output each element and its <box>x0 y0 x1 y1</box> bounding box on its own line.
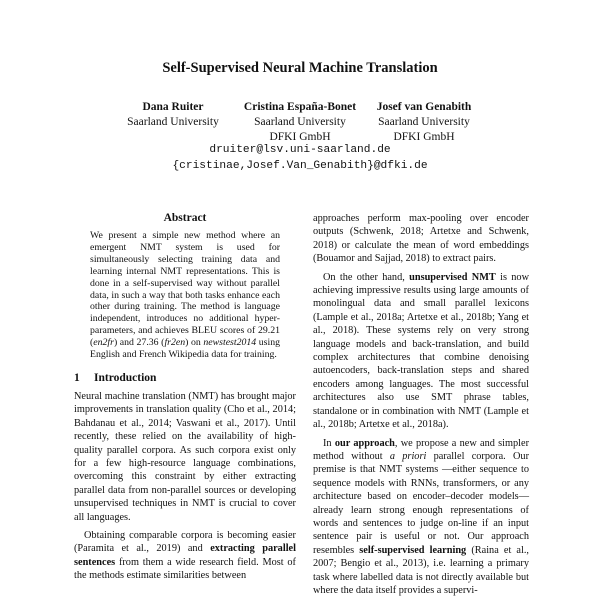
abstract-heading: Abstract <box>163 212 207 224</box>
section-heading-introduction <box>74 372 296 384</box>
section-number: 1 <box>74 371 80 384</box>
section-title: Introduction <box>94 371 157 384</box>
author-2 <box>235 100 365 145</box>
paragraph-emphasis: extracting parallel sentences <box>74 543 296 568</box>
paragraph-part: (Raina et al., 2007; Bengio et al., 2013), i.e. learning a primary task where labelled data is not directly available but where the data itself provides a supervi- <box>313 544 529 596</box>
paragraph-part: On the other hand, <box>323 271 410 283</box>
author-name: Josef van Genabith <box>376 101 472 113</box>
paragraph-part: Obtaining comparable corpora is becoming easier (Paramita et al., 2019) and <box>74 530 296 555</box>
paragraph-emphasis: our approach <box>334 437 395 449</box>
paragraph-emphasis: self-supervised learning <box>359 544 467 556</box>
paper-title: Self-Supervised Neural Machine Translation <box>162 60 438 76</box>
abstract-direction-fr2en: fr2en <box>164 337 186 349</box>
author-name: Dana Ruiter <box>142 101 204 113</box>
abstract-part: ) and 27.36 ( <box>113 337 165 349</box>
author-affiliation-2: DFKI GmbH <box>393 131 455 143</box>
right-column <box>313 212 529 602</box>
abstract-text <box>90 230 280 361</box>
author-affiliation: Saarland University <box>127 116 219 128</box>
paragraph-part: In <box>323 437 335 449</box>
paragraph-part: from them a wide research field. Most of the methods estimate similarities between <box>74 556 296 582</box>
email-line-1: druiter@lsv.uni-saarland.de <box>209 144 391 156</box>
intro-paragraph-1: Neural machine translation (NMT) has brought major improvements in translation quality (Cho et al., 2014; Bahdanau et al., 2014; Vaswani et al., 2017). Until recently, these relied on the availability of high-quality parallel corpora. As such corpora exist only for a few high-resource language combinations, overcoming this constraint by either extracting parallel data from non-parallel sources or developing unsupervised techniques in NMT is crucial to cover all languages. <box>74 390 296 523</box>
author-affiliation-2: DFKI GmbH <box>269 131 331 143</box>
author-emails <box>0 142 600 174</box>
intro-paragraph-2 <box>74 529 296 583</box>
abstract-part: We present a simple new method where an emergent NMT system is used for simultaneously selecting training data and learning internal NMT representations. This is done in a self-supervised way without parallel data, in such a way that both tasks enhance each other during training. The method is language independent, introduces no additional hyper-parameters, and achieves BLEU scores of 29.21 ( <box>90 230 280 349</box>
right-paragraph-2 <box>313 271 529 432</box>
abstract-part: using English and French Wikipedia data for training. <box>90 337 280 361</box>
author-name: Cristina España-Bonet <box>243 101 357 113</box>
author-affiliation: Saarland University <box>254 116 346 128</box>
abstract-direction-en2fr: en2fr <box>93 337 114 349</box>
paragraph-part: , we propose a new and simpler method without <box>313 437 529 462</box>
left-column <box>74 212 296 588</box>
author-1 <box>108 100 238 130</box>
paragraph-italic: a priori <box>389 450 427 462</box>
paragraph-emphasis: unsupervised NMT <box>409 271 496 283</box>
paragraph-part: parallel corpora. Our premise is that NMT systems —either sequence to sequence models with RNNs, transformers, or any architecture based on encoder–decoder models— already learn strong enough representations of words and sentences to judge on-line if an input sentence pair is useful or not. Our approach resembles <box>313 450 530 556</box>
author-affiliation: Saarland University <box>378 116 470 128</box>
right-paragraph-3 <box>313 437 529 598</box>
paragraph-part: is now achieving impressive results using large amounts of monolingual data and small parallel lexicons (Lample et al., 2018a; Artetxe et al., 2018b; Yang et al., 2018). These systems rely on very strong language models and back-translation, and build complex architectures that combine denoising autoencoders, back-translation steps and shared encoders among languages. The most successful architectures also use SMT phrase tables, standalone or in combination with NMT (Lample et al., 2018b; Artetxe et al., 2018a). <box>313 271 530 431</box>
email-line-2: {cristinae,Josef.Van_Genabith}@dfki.de <box>172 160 428 172</box>
author-3 <box>369 100 479 145</box>
right-paragraph-1: approaches perform max-pooling over encoder outputs (Schwenk, 2018; Artetxe and Schwenk, 2018) or calculate the mean of word embeddings (Bouamor and Sajjad, 2018) to extract pairs. <box>313 213 529 265</box>
abstract-testset: newstest2014 <box>203 337 257 349</box>
abstract-part: ) on <box>185 337 204 349</box>
